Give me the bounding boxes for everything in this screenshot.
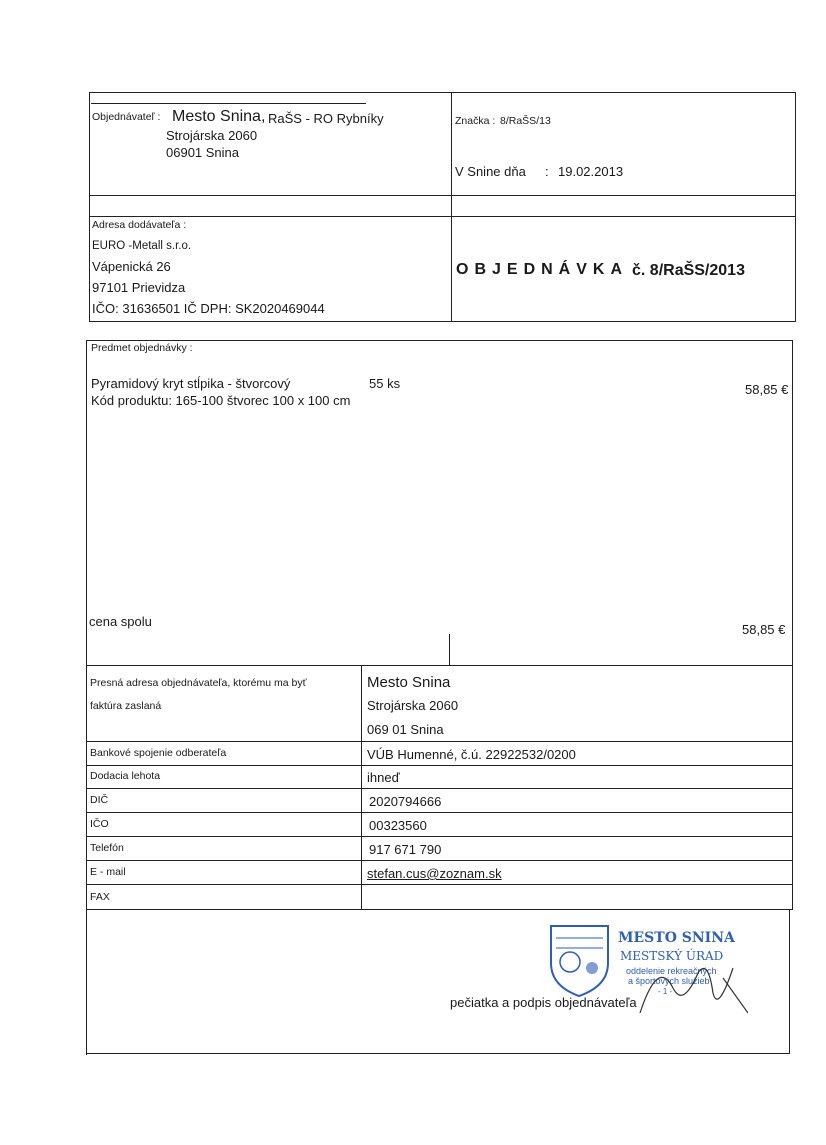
stamp-line-1: MESTO SNINA — [618, 930, 735, 946]
frame-left — [89, 92, 90, 322]
orderer-top-rule — [91, 103, 366, 104]
supplier-ids: IČO: 31636501 IČ DPH: SK2020469044 — [92, 301, 325, 316]
stamp-line-2: MESTSKÝ ÚRAD — [620, 949, 724, 963]
stamp-line-4: a športových služieb — [628, 976, 710, 986]
invoice-city: 069 01 Snina — [367, 722, 444, 737]
email-label: E - mail — [90, 866, 126, 878]
supplier-street: Vápenická 26 — [92, 259, 171, 274]
order-title: OBJEDNÁVKA — [456, 261, 629, 278]
invoice-street: Strojárska 2060 — [367, 698, 459, 713]
stamp-line-5: - 1 - — [658, 987, 673, 996]
subject-left — [86, 340, 87, 666]
details-row-5 — [86, 836, 793, 837]
fax-label: FAX — [90, 891, 110, 903]
item-code: Kód produktu: 165-100 štvorec 100 x 100 cm — [91, 393, 351, 408]
ico-label: IČO — [90, 818, 109, 830]
supplier-bottom-line — [89, 321, 796, 322]
dic-value: 2020794666 — [369, 794, 442, 809]
phone-label: Telefón — [90, 842, 124, 854]
total-label: cena spolu — [89, 614, 152, 629]
ico-value: 00323560 — [369, 818, 427, 833]
subject-right — [792, 340, 793, 666]
delivery-value: ihneď — [367, 770, 400, 785]
signature-right — [789, 909, 790, 1054]
subject-label: Predmet objednávky : — [91, 342, 193, 354]
total-price: 58,85 € — [742, 622, 786, 637]
header-row-line-2 — [89, 216, 796, 217]
invoice-address-label-2: faktúra zaslaná — [90, 700, 162, 712]
item-name: Pyramidový kryt stĺpika - štvorcový — [91, 376, 291, 391]
orderer-label: Objednávateľ : — [92, 111, 161, 123]
details-row-2 — [86, 765, 793, 766]
supplier-label: Adresa dodávateľa : — [92, 219, 187, 231]
dic-label: DIČ — [90, 794, 109, 806]
orderer-city: 06901 Snina — [166, 145, 240, 160]
details-row-4 — [86, 812, 793, 813]
details-row-8 — [86, 909, 793, 910]
email-value[interactable]: stefan.cus@zoznam.sk — [367, 866, 502, 881]
frame-right — [795, 92, 796, 322]
details-row-1 — [86, 741, 793, 742]
details-row-6 — [86, 860, 793, 861]
frame-top — [89, 92, 796, 93]
mark-label: Značka : — [455, 115, 496, 127]
supplier-city: 97101 Prievidza — [92, 280, 186, 295]
date-separator: : — [545, 164, 549, 179]
details-row-3 — [86, 788, 793, 789]
subject-top — [86, 340, 793, 341]
orderer-street: Strojárska 2060 — [166, 128, 258, 143]
order-date: 19.02.2013 — [558, 164, 624, 179]
header-row-line-1 — [89, 195, 796, 196]
phone-value: 917 671 790 — [369, 842, 442, 857]
subject-tick — [449, 634, 450, 665]
invoice-address-label-1: Presná adresa objednávateľa, ktorému ma byť — [90, 677, 307, 689]
stamp-line-3: oddelenie rekreačných — [626, 966, 717, 976]
signature-caption: pečiatka a podpis objednávateľa — [450, 995, 637, 1010]
item-price: 58,85 € — [745, 382, 789, 397]
bank-value: VÚB Humenné, č.ú. 22922532/0200 — [367, 747, 576, 762]
details-row-7 — [86, 884, 793, 885]
place-date-label: V Snine dňa — [455, 164, 526, 179]
invoice-name: Mesto Snina — [367, 674, 451, 691]
mark-value: 8/RaŠS/13 — [500, 115, 551, 127]
orderer-name: Mesto Snina, — [172, 108, 266, 125]
item-quantity: 55 ks — [369, 376, 401, 391]
delivery-label: Dodacia lehota — [90, 770, 161, 782]
subject-bottom — [86, 665, 793, 666]
supplier-name: EURO -Metall s.r.o. — [92, 240, 192, 252]
bank-label: Bankové spojenie odberateľa — [90, 747, 227, 759]
signature-bottom — [86, 1053, 790, 1054]
orderer-department: RaŠS - RO Rybníky — [268, 111, 384, 126]
header-divider-vertical — [451, 92, 452, 322]
order-number: č. 8/RaŠS/2013 — [632, 262, 745, 279]
